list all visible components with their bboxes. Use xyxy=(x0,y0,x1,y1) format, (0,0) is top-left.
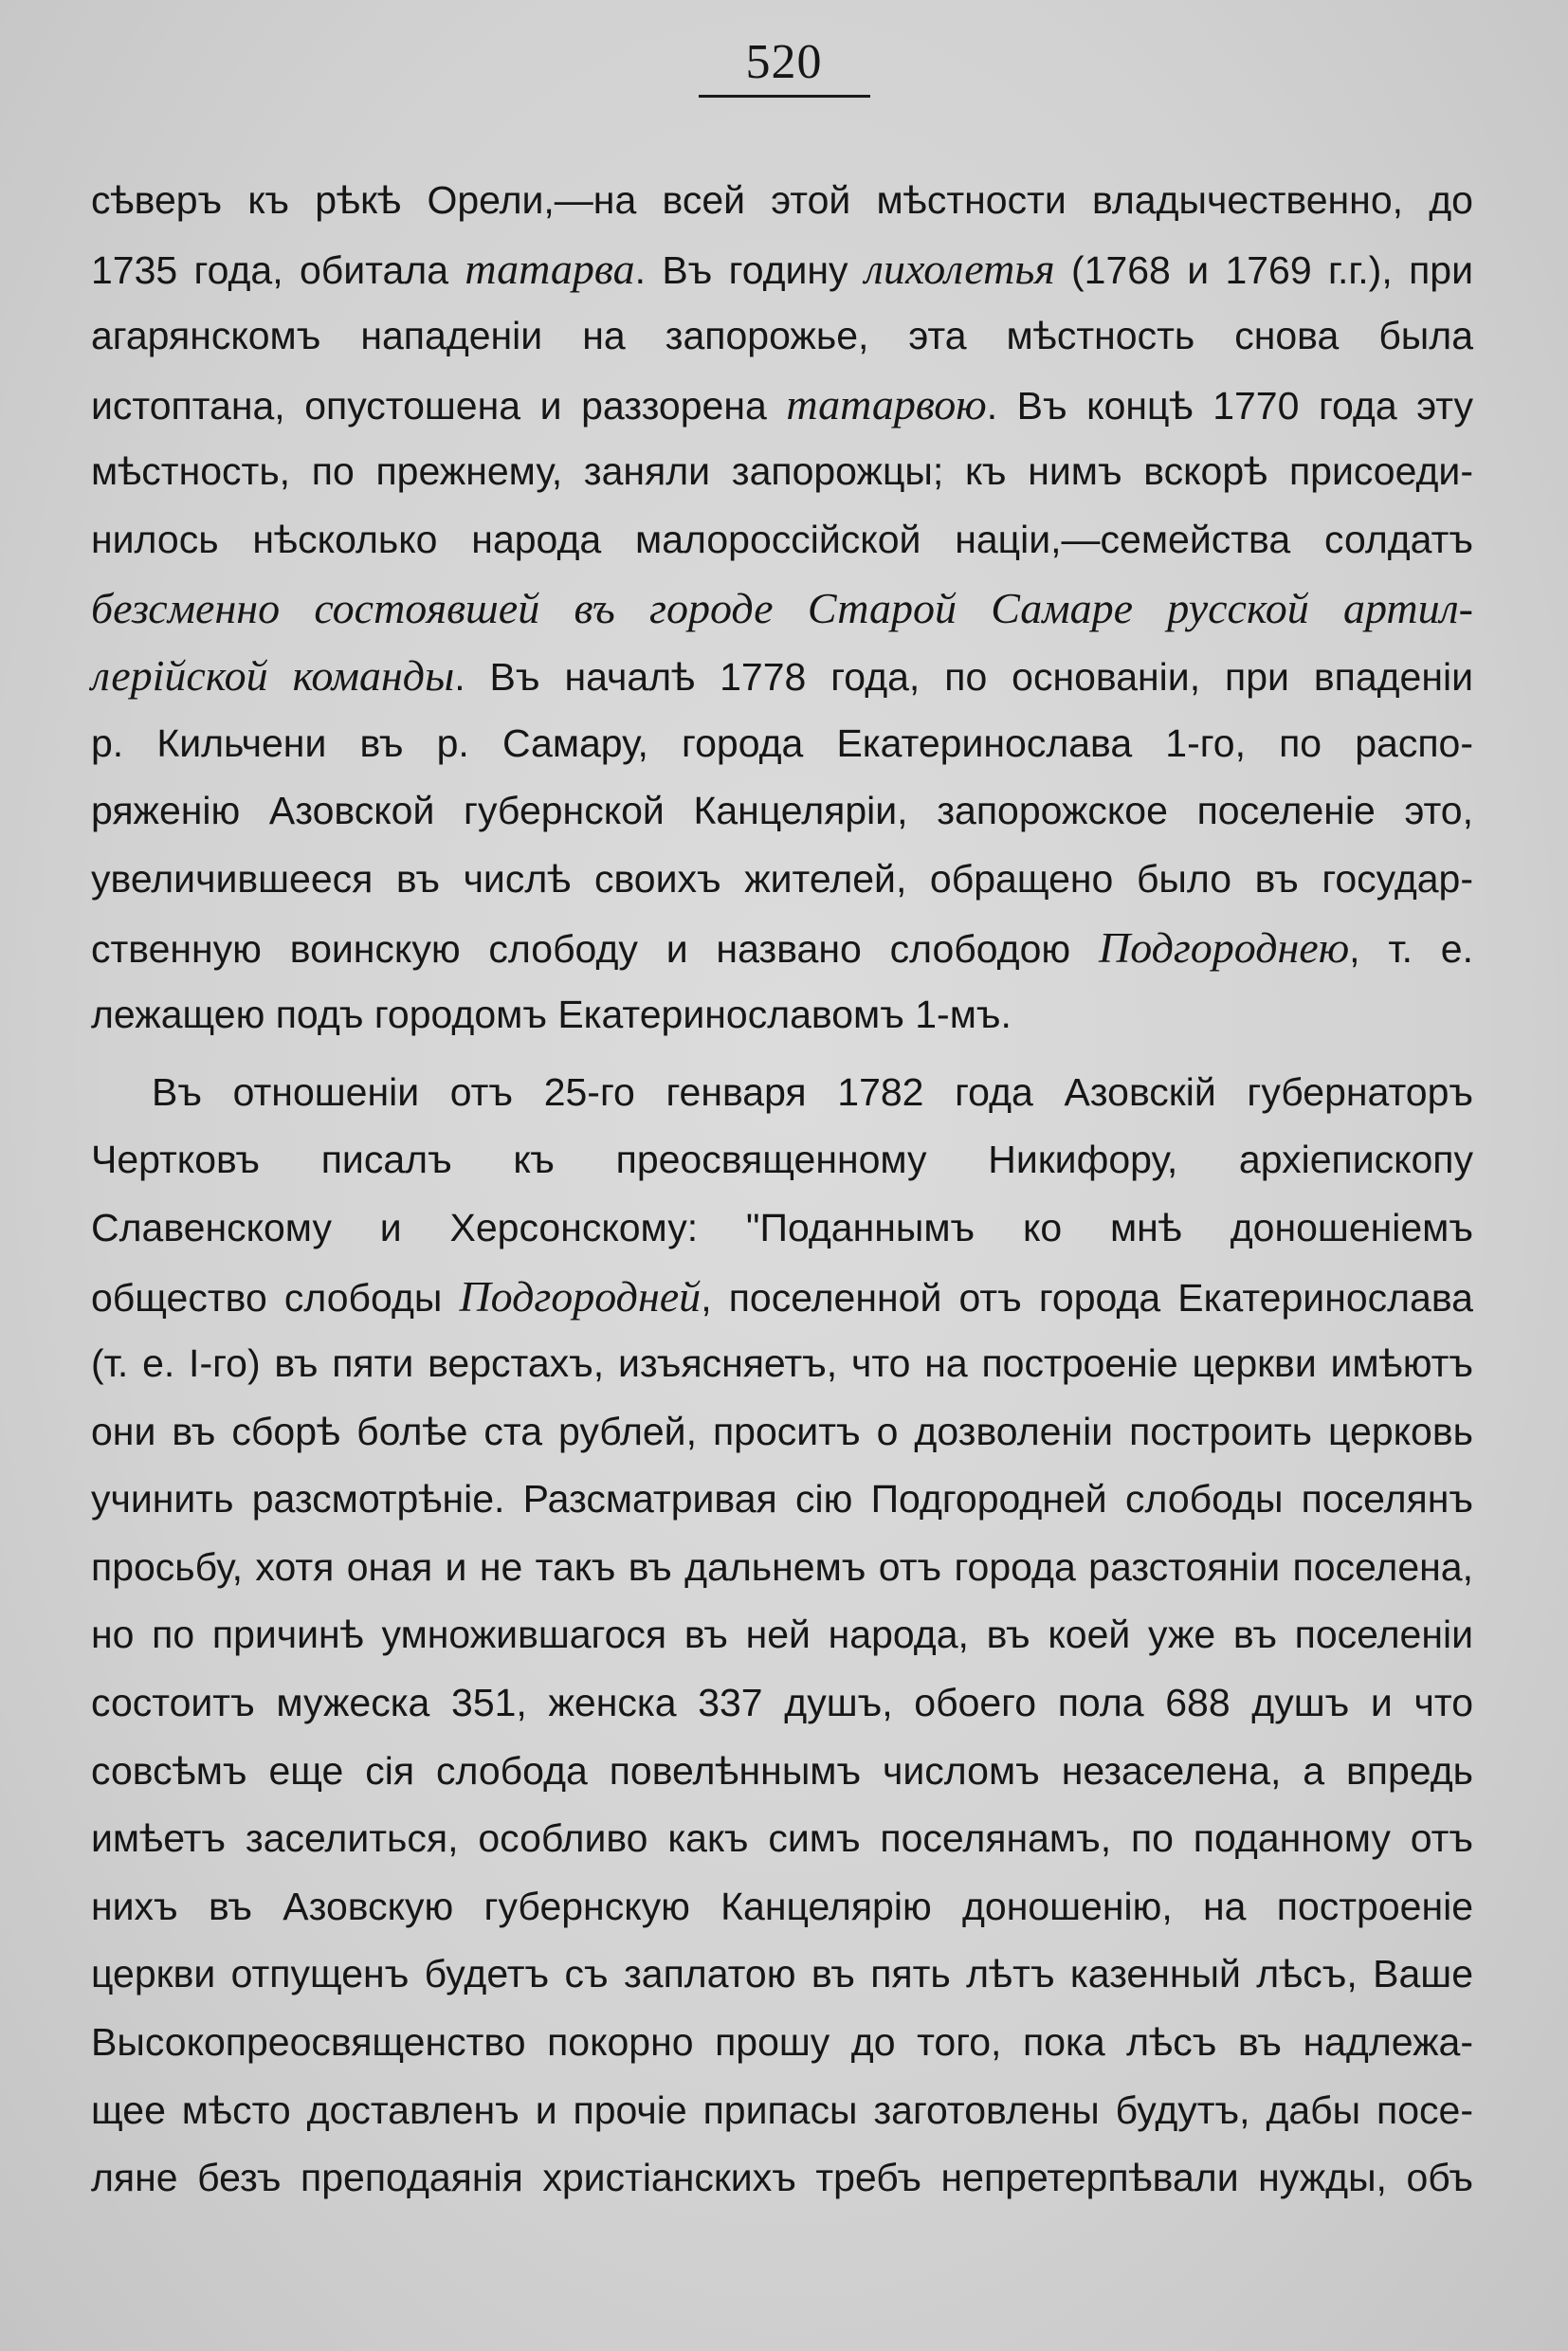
text-segment: . Въ концѣ 1770 года эту xyxy=(986,383,1473,428)
text-line xyxy=(91,1601,1473,1669)
page-header xyxy=(0,34,1568,98)
text-segment: они въ сборѣ болѣе ста рублей, проситъ о дозволеніи построить церковь xyxy=(91,1409,1473,1453)
text-line xyxy=(91,1126,1473,1194)
text-line xyxy=(91,1873,1473,1941)
italic-text: лихолетья xyxy=(864,244,1055,293)
text-line xyxy=(91,1398,1473,1467)
text-segment: имѣетъ заселиться, особливо какъ симъ поселянамъ, по поданному отъ xyxy=(91,1816,1473,1861)
text-segment: (1768 и 1769 г.г.), при xyxy=(1054,247,1473,292)
text-segment: агарянскомъ нападеніи на запорожье, эта мѣстность снова была xyxy=(91,314,1473,358)
text-segment: лежащею подъ городомъ Екатеринославомъ 1-мъ. xyxy=(91,993,1012,1037)
text-segment: щее мѣсто доставленъ и прочіе припасы заготовлены будутъ, дабы посе- xyxy=(91,2087,1473,2132)
text-line xyxy=(91,574,1473,643)
text-segment: но по причинѣ умножившагося въ ней народа, въ коей уже въ поселеніи xyxy=(91,1613,1473,1657)
text-line xyxy=(91,1941,1473,2009)
text-segment: общество слободы xyxy=(91,1275,460,1320)
text-segment: нилось нѣсколько народа малороссійской націи,—семейства солдатъ xyxy=(91,517,1473,561)
text-line xyxy=(91,777,1473,846)
text-line xyxy=(91,1738,1473,1806)
text-line xyxy=(91,642,1473,710)
text-segment: ряженію Азовской губернской Канцеляріи, запорожское поселеніе это, xyxy=(91,789,1473,833)
italic-text: татарва xyxy=(465,244,635,293)
text-line xyxy=(91,1330,1473,1398)
text-segment: сѣверъ къ рѣкѣ Орели,—на всей этой мѣстности владычественно, до xyxy=(91,178,1473,222)
italic-text: Подгородней xyxy=(459,1271,702,1321)
text-segment: Высокопреосвященство покорно прошу до того, пока лѣсъ въ надлежа- xyxy=(91,2020,1473,2065)
text-line xyxy=(91,506,1473,574)
text-segment: просьбу, хотя оная и не такъ въ дальнемъ отъ города разстояніи поселена, xyxy=(91,1544,1473,1589)
text-line xyxy=(91,1805,1473,1873)
text-line xyxy=(91,1194,1473,1263)
text-line xyxy=(91,2077,1473,2145)
text-segment: истоптана, опустошена и раззорена xyxy=(91,383,787,428)
text-segment: совсѣмъ еще сія слобода повелѣннымъ числомъ незаселена, а впредь xyxy=(91,1748,1473,1793)
text-segment: Чертковъ писалъ къ преосвященному Никифору, архіепископу xyxy=(91,1138,1473,1182)
text-line xyxy=(91,1669,1473,1738)
text-segment: учинить разсмотрѣніе. Разсматривая сію Подгородней слободы поселянъ xyxy=(91,1477,1473,1522)
text-line xyxy=(91,1534,1473,1602)
text-line xyxy=(91,846,1473,914)
text-line xyxy=(91,1466,1473,1534)
text-segment: (т. е. I-го) въ пяти верстахъ, изъясняетъ, что на построеніе церкви имѣютъ xyxy=(91,1341,1473,1386)
text-segment: 1735 года, обитала xyxy=(91,247,465,292)
text-line xyxy=(91,438,1473,506)
text-line xyxy=(91,1059,1473,1127)
text-segment: церкви отпущенъ будетъ съ заплатою въ пять лѣтъ казенный лѣсъ, Ваше xyxy=(91,1952,1473,1996)
text-line xyxy=(91,1263,1473,1331)
text-line xyxy=(91,981,1473,1049)
text-segment: Славенскому и Херсонскому: "Поданнымъ ко мнѣ доношеніемъ xyxy=(91,1205,1473,1249)
text-segment: состоитъ мужеска 351, женска 337 душъ, обоего пола 688 душъ и что xyxy=(91,1681,1473,1725)
text-segment: Въ отношеніи отъ 25-го генваря 1782 года Азовскій губернаторъ xyxy=(152,1069,1473,1114)
italic-text: безсменно состоявшей въ городе Старой Самаре русской артил- xyxy=(91,583,1473,632)
text-line xyxy=(91,302,1473,371)
text-segment: нихъ въ Азовскую губернскую Канцелярію доношенію, на построеніе xyxy=(91,1884,1473,1928)
text-segment: ляне безъ преподаянія христіанскихъ требъ непретерпѣвали нужды, объ xyxy=(91,2156,1473,2200)
text-line xyxy=(91,2144,1473,2213)
text-segment: , поселенной отъ города Екатеринослава xyxy=(701,1275,1473,1320)
italic-text: татарвою xyxy=(786,379,987,428)
text-segment: . Въ началѣ 1778 года, по основаніи, при впаденіи xyxy=(454,655,1473,700)
page-number: 520 xyxy=(699,34,870,98)
text-line xyxy=(91,167,1473,235)
body-text xyxy=(91,167,1473,2213)
text-line xyxy=(91,235,1473,303)
text-line xyxy=(91,710,1473,778)
text-line xyxy=(91,914,1473,982)
text-line xyxy=(91,371,1473,439)
text-segment: мѣстность, по прежнему, заняли запорожцы; къ нимъ вскорѣ присоеди- xyxy=(91,449,1473,494)
text-segment: . Въ годину xyxy=(634,247,865,292)
italic-text: Подгороднею xyxy=(1098,922,1350,972)
text-segment: р. Кильчени въ р. Самару, города Екатеринослава 1-го, по распо- xyxy=(91,720,1473,765)
italic-text: лерійской команды xyxy=(91,651,455,701)
text-segment: ственную воинскую слободу и названо слободою xyxy=(91,926,1099,971)
text-segment: , т. е. xyxy=(1349,926,1473,971)
text-line xyxy=(91,2009,1473,2077)
text-segment: увеличившееся въ числѣ своихъ жителей, обращено было въ государ- xyxy=(91,856,1473,901)
